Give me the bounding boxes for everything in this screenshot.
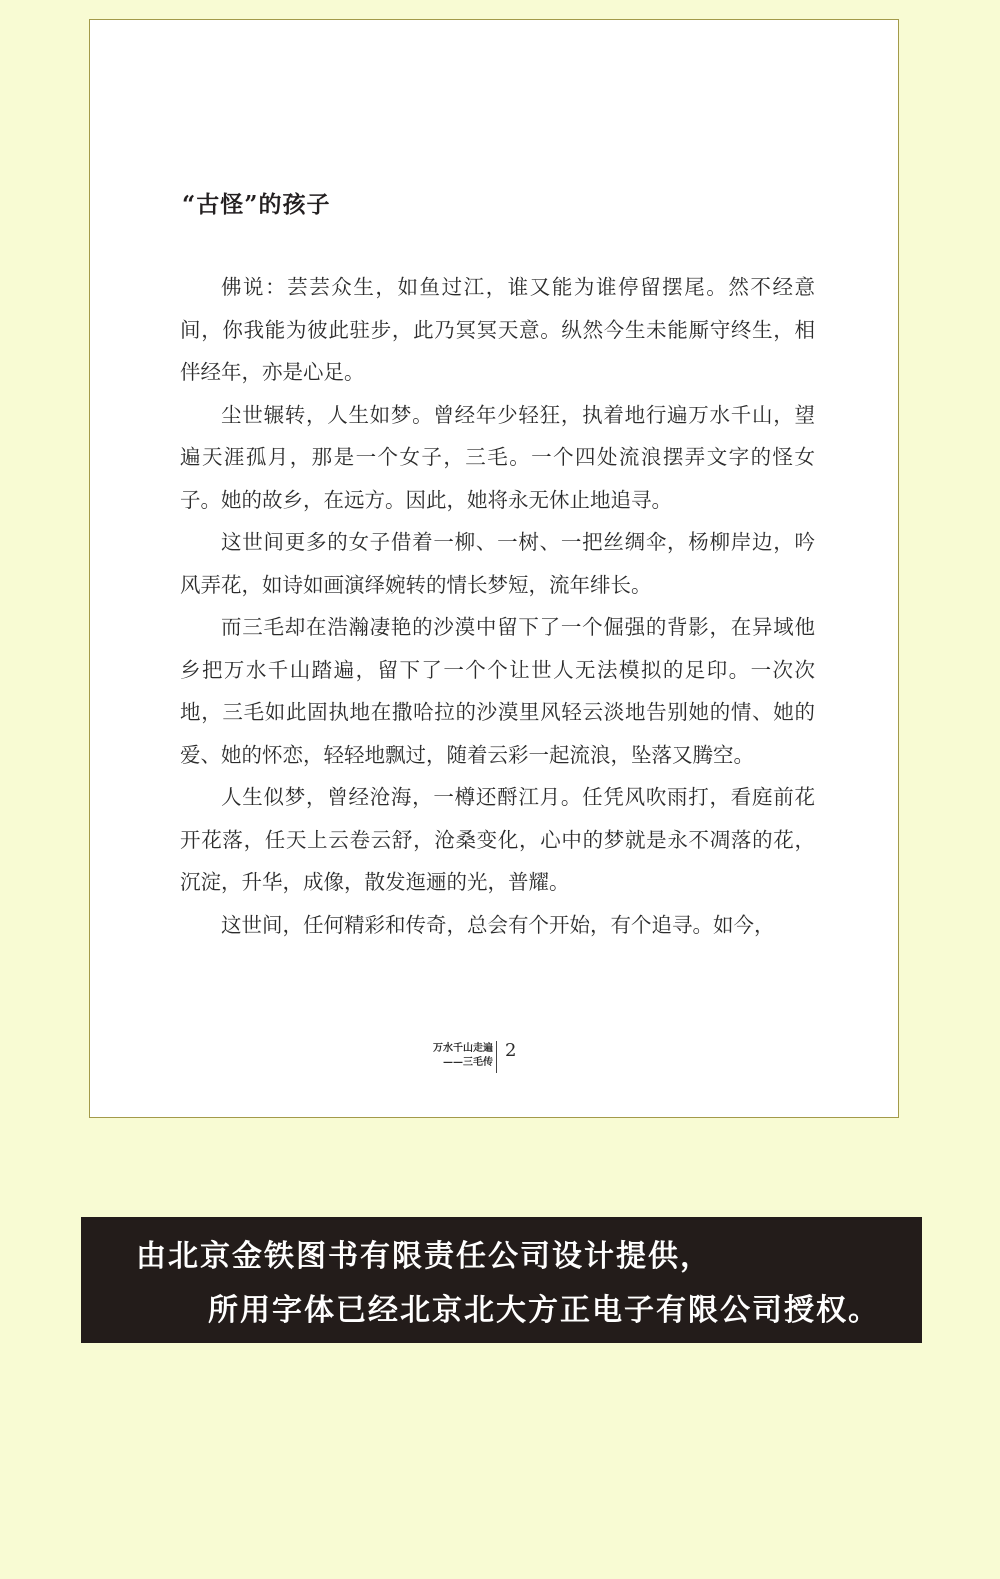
paragraph: 人生似梦，曾经沧海，一樽还酹江月。任凭风吹雨打，看庭前花开花落，任天上云卷云舒，沧桑变化，心中的梦就是永不凋落的花，沉淀，升华，成像，散发迤逦的光，普耀。 <box>180 785 815 894</box>
book-page <box>89 19 899 1118</box>
paragraph: 而三毛却在浩瀚凄艳的沙漠中留下了一个倔强的背影，在异域他乡把万水千山踏遍，留下了一个个让世人无法模拟的足印。一次次地，三毛如此固执地在撒哈拉的沙漠里风轻云淡地告别她的情、她的爱、她的怀恋，轻轻地飘过，随着云彩一起流浪，坠落又腾空。 <box>180 615 815 767</box>
footer-book-title <box>433 1042 493 1070</box>
page-footer <box>90 1040 898 1080</box>
paragraph: 佛说：芸芸众生，如鱼过江，谁又能为谁停留摆尾。然不经意间，你我能为彼此驻步，此乃冥冥天意。纵然今生未能厮守终生，相伴经年，亦是心足。 <box>180 275 815 384</box>
page-number: 2 <box>505 1040 517 1061</box>
chapter-title: “古怪”的孩子 <box>182 191 331 218</box>
paragraph: 这世间更多的女子借着一柳、一树、一把丝绸伞，杨柳岸边，吟风弄花，如诗如画演绎婉转的情长梦短，流年绯长。 <box>180 530 815 597</box>
body-text <box>180 266 815 946</box>
paragraph: 尘世辗转，人生如梦。曾经年少轻狂，执着地行遍万水千山，望遍天涯孤月，那是一个女子，三毛。一个四处流浪摆弄文字的怪女子。她的故乡，在远方。因此，她将永无休止地追寻。 <box>180 402 815 512</box>
footer-title: 万水千山走遍 <box>433 1043 493 1054</box>
credit-line-2: 所用字体已经北京北大方正电子有限公司授权。 <box>208 1293 880 1328</box>
paragraph: 这世间，任何精彩和传奇，总会有个开始，有个追寻。如今， <box>221 912 775 937</box>
footer-divider <box>496 1041 497 1073</box>
credit-line-1: 由北京金铁图书有限责任公司设计提供， <box>136 1239 712 1274</box>
footer-subtitle: ——三毛传 <box>443 1057 493 1068</box>
credit-banner <box>81 1217 922 1343</box>
